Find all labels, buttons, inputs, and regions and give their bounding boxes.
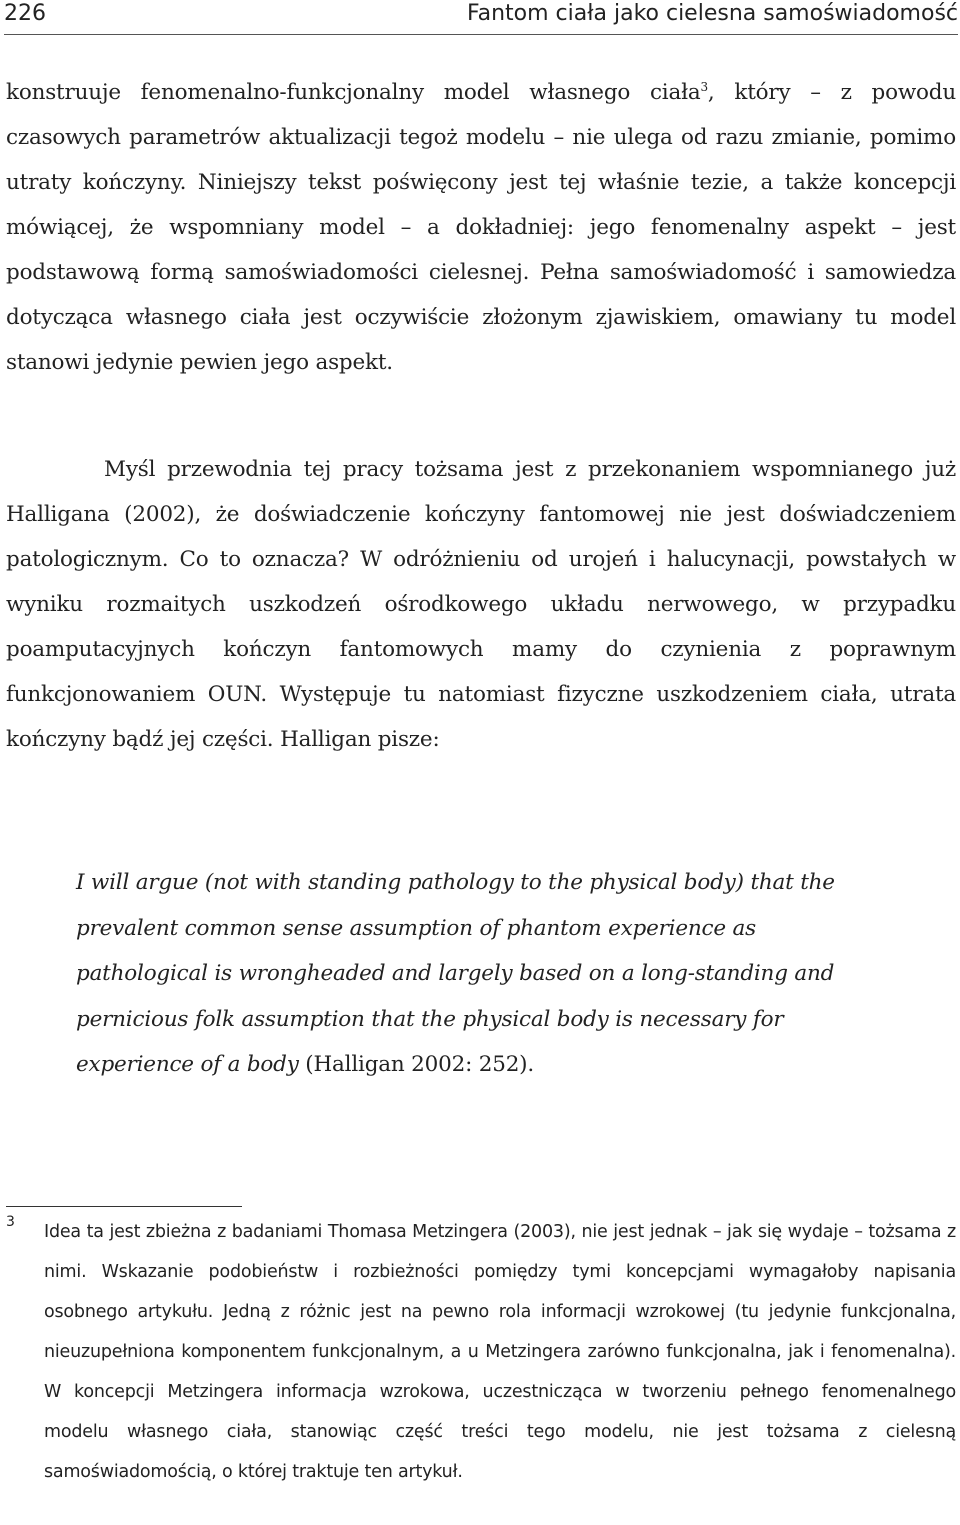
body-paragraph-1 <box>6 70 956 385</box>
quote-citation: (Halligan 2002: 252). <box>298 1052 535 1077</box>
page-header <box>4 0 958 35</box>
footnote-divider <box>6 1206 242 1207</box>
paragraph-1-text-start: konstruuje fenomenalno-funkcjonalny model własnego ciała <box>6 80 701 105</box>
page-number: 226 <box>4 1 46 26</box>
footnote-marker: 3 <box>6 1214 15 1230</box>
quote-text: I will argue (not with standing pathology to the physical body) that the prevalent common sense assumption of phantom experience as pathological is wrongheaded and largely based on a long-standing and pernicious folk assumption that the physical body is necessary for experience of a body <box>76 870 835 1077</box>
block-quote <box>76 860 886 1088</box>
footnote-text: Idea ta jest zbieżna z badaniami Thomasa Metzingera (2003), nie jest jednak – jak się wydaje – tożsama z nimi. Wskazanie podobieństw i rozbieżności pomiędzy tymi koncepcjami wymagałoby napisania osobnego artykułu. Jedną z różnic jest na pewno rola informacji wzrokowej (tu jedynie funkcjonalna, nieuzupełniona komponentem funkcjonalnym, a u Metzingera zarówno funkcjonalna, jak i fenomenalna). W koncepcji Metzingera informacja wzrokowa, uczestnicząca w tworzeniu pełnego fenomenalnego modelu własnego ciała, stanowiąc część treści tego modelu, nie jest tożsama z cielesną samoświadomością, o której traktuje ten artykuł. <box>44 1222 956 1482</box>
footnote <box>6 1212 956 1492</box>
running-title: Fantom ciała jako cielesna samoświadomość <box>466 1 958 26</box>
footnote-reference: 3 <box>700 79 708 94</box>
body-paragraph-2: Myśl przewodnia tej pracy tożsama jest z przekonaniem wspomnianego już Halligana (2002), że doświadczenie kończyny fantomowej nie jest doświadczeniem patologicznym. Co to oznacza? W odróżnieniu od urojeń i halucynacji, powstałych w wyniku rozmaitych uszkodzeń ośrodkowego układu nerwowego, w przypadku poamputacyjnych kończyn fantomowych mamy do czynienia z poprawnym funkcjonowaniem OUN. Występuje tu natomiast fizyczne uszkodzeniem ciała, utrata kończyny bądź jej części. Halligan pisze: <box>6 457 956 752</box>
paragraph-1-text-end: , który – z powodu czasowych parametrów aktualizacji tegoż modelu – nie ulega od razu zmianie, pomimo utraty kończyny. Niniejszy tekst poświęcony jest tej właśnie tezie, a także koncepcji mówiącej, że wspomniany model – a dokładniej: jego fenomenalny aspekt – jest podstawową formą samoświadomości cielesnej. Pełna samoświadomość i samowiedza dotycząca własnego ciała jest oczywiście złożonym zjawiskiem, omawiany tu model stanowi jedynie pewien jego aspekt. <box>6 80 956 375</box>
